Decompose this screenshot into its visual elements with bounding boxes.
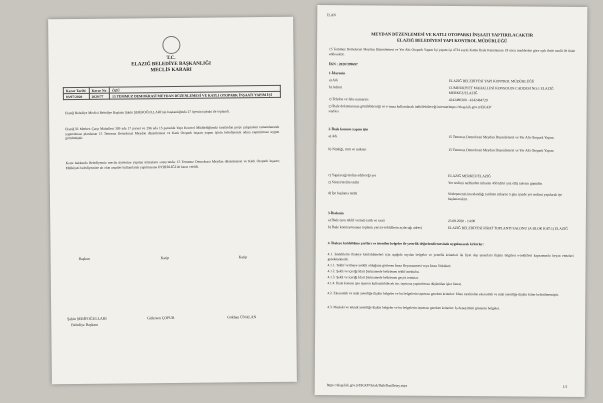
ikn-label: İKN	[328, 62, 336, 67]
item-4-1-1: 4.1.1. Teklif vermeye yetkili olduğunu gösteren İmza Beyannamesi veya İmza Sirküleri;	[327, 263, 452, 269]
section-1-heading: 1-İdarenin	[328, 71, 346, 76]
meta-header-no: Karar No	[89, 87, 110, 93]
section-2-heading: 2-İhale konusu yapım işin	[328, 127, 369, 132]
header-org: ELAZIĞ BELEDİYE BAŞKANLIĞI	[131, 61, 211, 68]
sig-role-1: Belediye Başkanı	[71, 322, 99, 328]
sig-name-3: Gökhan ÜNALAN	[227, 315, 257, 320]
section-4-heading: 4. İhaleye katılabilme şartları ve istenilen belgeler ile yeterlik değerlendirmesinde uygulanacak kriterler:	[327, 241, 484, 247]
item-4-2: 4.2. Ekonomik ve mali yeterliğe ilişkin belgeler ve bu belgelerin taşıması gereken kriterler: İdare tarafından ekonomik ve mali yeterliğe ilişkin kriter belirtilmemiştir.	[327, 291, 559, 297]
admin-row: ç) İhale dokümanının görülebileceği ve e-imza kullanılarak indirilebileceği internet sayfası https://ekap.kik.gov.tr/EKAP/	[328, 104, 492, 114]
item-4-1-3: 4.1.3. Şekli ve içeriği İdari Şartnamede belirlenen geçici teminat.	[327, 275, 419, 280]
item-4-3: 4.3. Mesleki ve teknik yeterliğe ilişkin belgeler ve bu belgelerin taşıması gereken kriterler: İş deneyimini gösteren belgeler.	[327, 305, 500, 311]
page-1-sheet	[48, 17, 297, 385]
meta-date: 03/07/2020	[63, 93, 89, 99]
ikn-block: İKN : 2020/399697	[328, 62, 358, 67]
footer-url: https://ekap.kik.gov.tr/EKAP/Ortak/IhaleIlanDetay.aspx	[326, 383, 408, 388]
paragraph-2: Elazığ İli Merkez Çarşı Mahallesi 309 ada 17 parsel ve 296 ada 15 parselde Yapı Kontrol Müdürlüğümüz tarafından proje çalışmaları tamamlanarak yaptırılması planlanan 15 Temmuz Demokrasi Meydan düzenlemesi ve Katlı Otopark inşaatı yapım işinin belediyemiz adına yaptırılması uygun görülmüştür.	[65, 124, 280, 141]
sig-name-2: Gülersen ÇOPUR	[147, 315, 175, 321]
meta-header-date: Karar Tarihi	[63, 87, 89, 93]
tender-row: a) İhale (son teklif verme) tarih ve saati 23.08.2020 - 14:00	[327, 218, 476, 224]
page-number: 1/2	[562, 384, 568, 389]
notice-intro: 15 Temmuz Demokrasi Meydan Düzenlemesi ve Yer Altı Otopark Yapım İşi yapım işi 4734 sayılı Kamu İhale Kanununun 19 uncu maddesine göre açık ihale usulü ile ihale edilecektir.	[329, 47, 576, 56]
ikn-value: 2020/399697	[338, 62, 358, 67]
sig-title-3: Katip	[238, 255, 248, 260]
section-3-heading: 3-İhalenin	[327, 211, 344, 216]
work-row: b) Niteliği, türü ve miktarı 15 Temmuz Demokrasi Meydan Düzenlemesi ve Yer Altı Otopark Yapım	[328, 147, 554, 153]
admin-row: a) Adı ELAZIĞ BELEDİYESİ YAPI KONTROL MÜDÜRLÜĞÜ	[328, 78, 535, 84]
work-row: a) Adı 15 Temmuz Demokrasi Meydan Düzenlemesi ve Yer Altı Otopark Yapım	[328, 134, 554, 140]
meta-header-summary: ÖZÜ	[110, 85, 281, 93]
notice-title-2: ELAZIĞ BELEDİYESİ YAPI KONTROL MÜDÜRLÜĞÜ	[396, 37, 508, 44]
header-unit: MECLİS KARARI	[150, 67, 192, 74]
item-4-1: 4.1. İsteklilerin ihaleye katılabilmeleri için aşağıda sayılan belgeler ve yeterlik kriterleri ile fiyat dışı unsurlara ilişkin bilgileri e-teklifleri kapsamında beyan etmeleri gerekmektedir.	[327, 252, 574, 261]
admin-row: b) Adresi CUMHURİYET MAHALLESİ KONSOLOS CADDESİ NO:1 ELAZIĞ MERKEZ/ELAZIĞ	[328, 85, 554, 95]
header-tc: T.C.	[166, 55, 176, 62]
top-left-label: İLAN	[327, 13, 336, 18]
sig-title-2: Katip	[160, 256, 170, 261]
page-2-sheet	[315, 5, 588, 397]
meta-no: 2020/77	[89, 93, 110, 99]
sig-title-1: Başkan	[78, 256, 90, 261]
meta-summary: 15 TEMMUZ DEMOKRASİ MEYDAN DÜZENLEMESİ VE KATLI OTOPARK İNŞAATI YAPIM İŞİ	[110, 91, 281, 99]
item-4-1-4: 4.1.4. İhale konusu işte taşeron kullanılabilecek ise, taşerona yaptırılması düşünülen işler listesi.	[327, 281, 462, 287]
work-row: d) İşe başlama tarihi Sözleşmenin imzalandığı tarihten itibaren 5 gün içinde yer teslimi yapılarak işe başlanacaktır.	[328, 191, 563, 201]
admin-row: c) Telefon ve faks numarası 4242480300 - 4242484729	[328, 97, 488, 103]
item-4-1-2: 4.1.2. Şekli ve içeriği İdari Şartnamede belirlenen teklif mektubu.	[327, 269, 420, 274]
paragraph-1: Elazığ Belediye Meclisi Belediye Başkanı Şahin ŞERİFOĞULLARI'nın başkanlığında 27 üyenin iştiraki ile toplandı.	[65, 109, 230, 116]
work-row: c) Yapılacağı/teslim edileceği yer ELAZIĞ MERKEZ/ELAZIĞ	[328, 173, 491, 179]
sig-name-1: Şahin ŞERİFOĞULLARI	[67, 316, 107, 322]
notice-title-1: MEYDAN DÜZENLEMESİ VE KATLI OTOPARKI İNŞAATI YAPTIRILACAKTIR	[371, 31, 534, 38]
municipality-logo-icon	[162, 36, 180, 54]
work-row: ç) Süresi/teslim tarihi Yer teslimi tarihinden itibaren 450 (dört yüz elli) takvim günüdür.	[328, 180, 543, 186]
paragraph-3: Konu hakkında Belediyemiz meclis üyelerine yapılan müzakere sonucunda; 15 Temmuz Demokrasi Meydan düzenlemesi ve Katlı Otopark inşaatı; Mülkiyeti belediyemize ait olan araziler kullanılarak yapılmasına OYBİRLİĞİ ile karar verildi.	[65, 158, 280, 170]
decision-meta-table	[63, 85, 281, 100]
tender-row: b) İhale komisyonunun toplantı yeri (e-tekliflerin açılacağı adres) ELAZIĞ BELEDİYESİ FIRAT TOPLANTI SALONU (A BLOK KAT:1) ELAZIĞ	[327, 225, 568, 231]
